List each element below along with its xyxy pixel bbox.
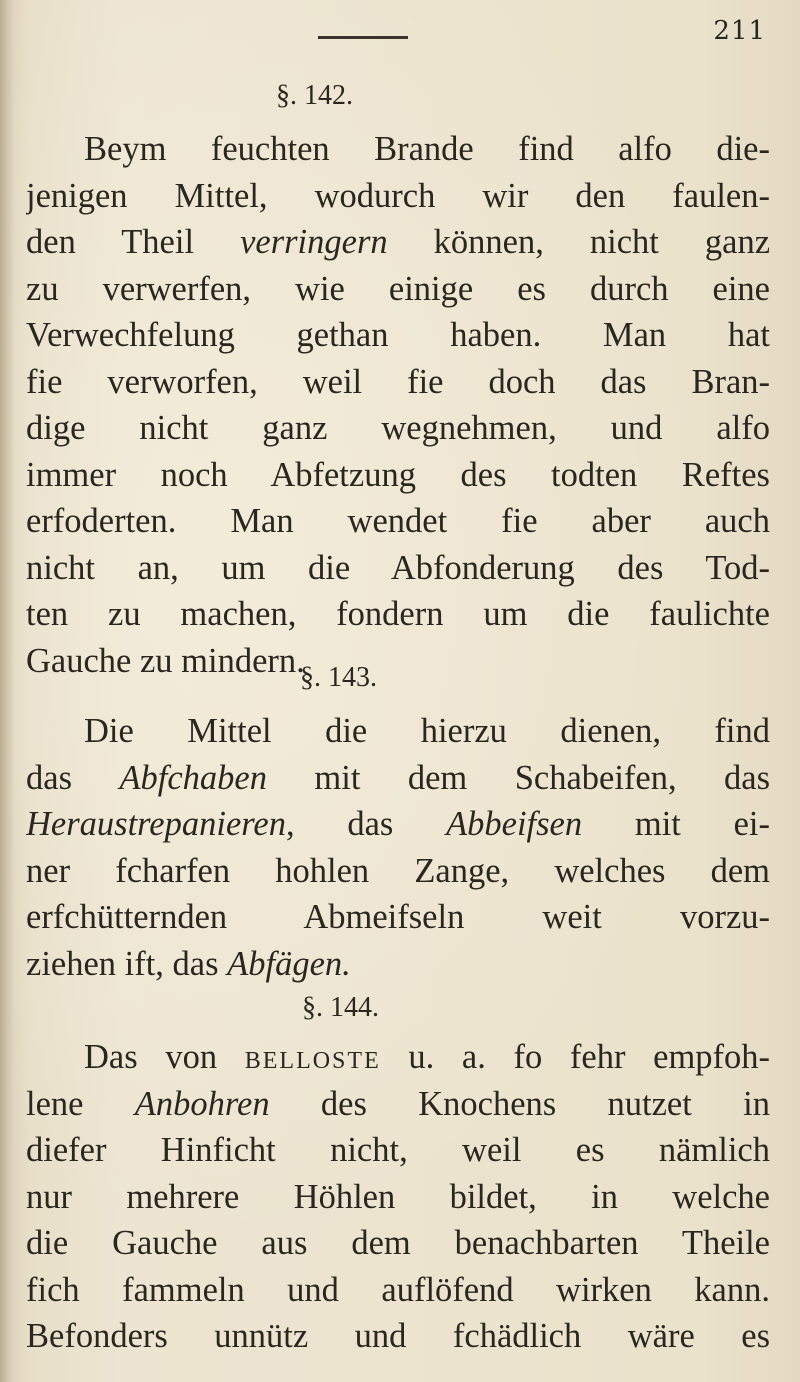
text-run: können, nicht ganz (387, 223, 770, 261)
text-line (26, 1127, 770, 1174)
text-run: Gauche zu mindern. (26, 641, 305, 680)
text-line (26, 126, 770, 173)
section-heading-144: §. 144. (302, 992, 379, 1023)
text-run: u. a. fo fehr empfoh- (380, 1038, 770, 1076)
author-name: belloste (244, 1038, 381, 1076)
text-line (26, 312, 770, 359)
text-line (26, 405, 770, 452)
text-line (26, 1034, 770, 1081)
text-run: erfchütternden Abmeifseln weit vorzu- (26, 898, 770, 936)
text-line (26, 1174, 770, 1221)
text-line (26, 266, 770, 313)
text-line (26, 1313, 770, 1360)
text-line (26, 359, 770, 406)
text-run: jenigen Mittel, wodurch wir den faulen- (26, 176, 770, 215)
text-run: erfoderten. Man wendet fie aber auch (26, 502, 770, 540)
text-run: dige nicht ganz wegnehmen, und alfo (26, 409, 770, 447)
emphasized-term: verringern (240, 223, 388, 261)
text-line (26, 941, 770, 988)
emphasized-term: Abfchaben (119, 758, 267, 797)
text-line (26, 638, 770, 685)
text-line (26, 1081, 770, 1128)
text-line (26, 848, 770, 895)
text-run: Das von (84, 1038, 245, 1076)
text-run: ten zu machen, fondern um die faulichte (26, 595, 770, 633)
emphasized-term: Abbeifsen (446, 805, 583, 843)
text-line (26, 173, 770, 220)
text-line (26, 545, 770, 592)
text-run: Befonders unnütz und fchädlich wäre es (26, 1317, 770, 1355)
text-run: fich fammeln und auflöfend wirken kann. (26, 1270, 770, 1309)
text-run: mit dem Schabeifen, das (266, 758, 770, 797)
section-143-text (26, 708, 770, 987)
text-line (26, 801, 770, 848)
section-heading-143: §. 143. (300, 662, 377, 693)
text-line (26, 498, 770, 545)
text-run: mit ei- (582, 805, 770, 843)
emphasized-term: Heraustrepanieren (26, 805, 286, 843)
text-line (26, 452, 770, 499)
emphasized-term: Abfägen. (227, 944, 351, 983)
text-line (26, 708, 770, 755)
text-run: ziehen ift, das (26, 944, 228, 983)
binding-shadow (0, 0, 14, 1382)
header-rule (318, 36, 408, 39)
text-line (26, 894, 770, 941)
text-run: lene (26, 1084, 135, 1123)
text-run: das (26, 758, 120, 797)
text-run: nicht an, um die Abfonderung des Tod- (26, 548, 770, 587)
text-line (26, 1267, 770, 1314)
text-run: zu verwerfen, wie einige es durch eine (26, 269, 770, 308)
text-line (26, 219, 770, 266)
text-run: , das (285, 805, 447, 843)
text-run: den Theil (26, 223, 241, 261)
text-run: fie verworfen, weil fie doch das Bran- (26, 362, 770, 401)
text-run: ner fcharfen hohlen Zange, welches dem (26, 851, 770, 890)
section-heading-142: §. 142. (276, 80, 353, 111)
section-144-text (26, 1034, 770, 1360)
text-line (26, 755, 770, 802)
text-run: Beym feuchten Brande find alfo die- (84, 130, 770, 168)
section-142-text (26, 126, 770, 684)
text-run: nur mehrere Höhlen bildet, in welche (26, 1177, 770, 1216)
text-run: Verwechfelung gethan haben. Man hat (26, 316, 770, 354)
text-run: die Gauche aus dem benachbarten Theile (26, 1224, 770, 1262)
text-run: Die Mittel die hierzu dienen, find (84, 712, 770, 750)
text-run: diefer Hinficht nicht, weil es nämlich (26, 1131, 770, 1169)
text-line (26, 591, 770, 638)
page-number: 211 (713, 16, 766, 46)
text-run: immer noch Abfetzung des todten Reftes (26, 455, 770, 494)
text-line (26, 1220, 770, 1267)
emphasized-term: Anbohren (134, 1084, 270, 1123)
text-run: des Knochens nutzet in (269, 1084, 770, 1123)
